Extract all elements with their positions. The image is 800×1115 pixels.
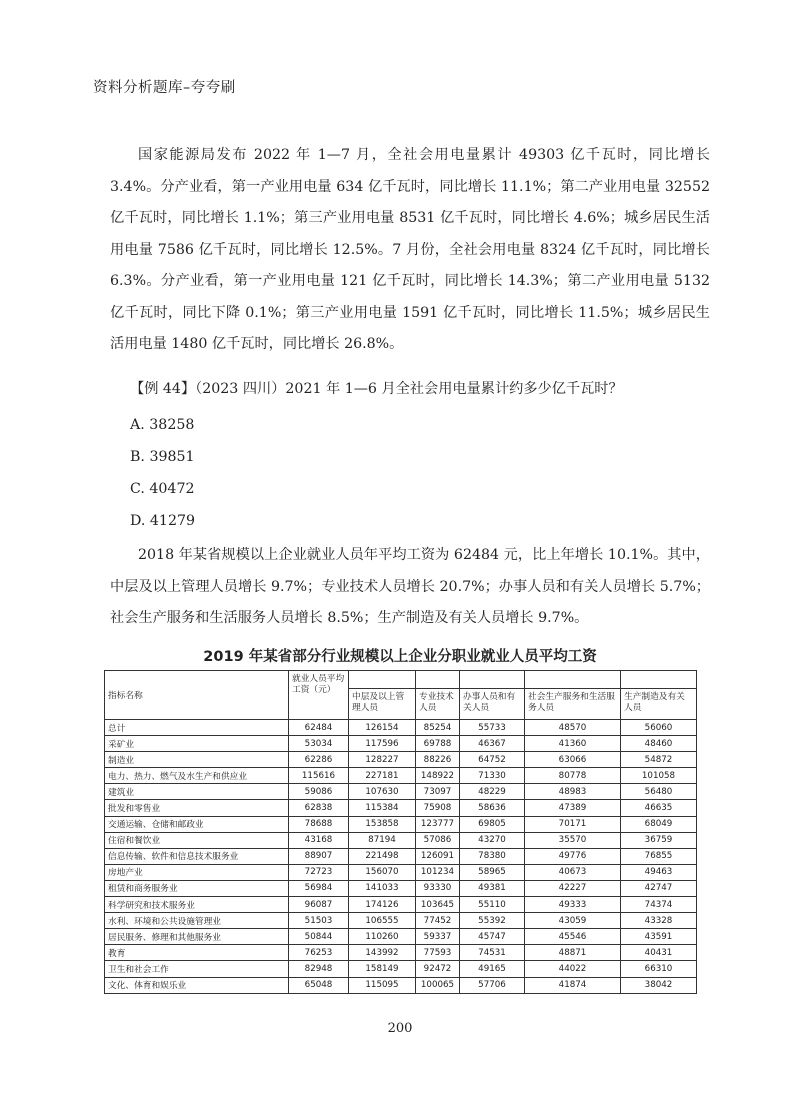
table-cell-value: 153858	[349, 816, 416, 832]
table-row	[105, 784, 697, 800]
table-cell-value: 126154	[349, 720, 416, 736]
table-row	[105, 897, 697, 913]
table-cell-value: 158149	[349, 961, 416, 977]
table-cell-value: 53034	[289, 736, 349, 752]
table-cell-value: 64752	[460, 752, 525, 768]
header-spacer	[525, 671, 621, 689]
table-cell-value: 80778	[525, 768, 621, 784]
table-cell-value: 43059	[525, 913, 621, 929]
option-a: A. 38258	[130, 417, 195, 433]
table-cell-value: 47389	[525, 800, 621, 816]
table-cell-value: 77452	[416, 913, 460, 929]
table-cell-value: 78688	[289, 816, 349, 832]
table-cell-indicator: 租赁和商务服务业	[105, 880, 289, 896]
table-cell-indicator: 文化、体育和娱乐业	[105, 977, 289, 993]
table-cell-indicator: 水利、环境和公共设施管理业	[105, 913, 289, 929]
table-cell-value: 57086	[416, 832, 460, 848]
table-cell-value: 46635	[621, 800, 697, 816]
question-text: 【例 44】（2023 四川）2021 年 1—6 月全社会用电量累计约多少亿千瓦时？	[130, 381, 623, 397]
table-row	[105, 913, 697, 929]
table-cell-value: 82948	[289, 961, 349, 977]
page-number: 200	[387, 1021, 413, 1036]
table-cell-value: 48570	[525, 720, 621, 736]
table-cell-value: 96087	[289, 897, 349, 913]
table-cell-value: 74531	[460, 945, 525, 961]
table-cell-value: 141033	[349, 880, 416, 896]
table-cell-value: 36759	[621, 832, 697, 848]
table-cell-value: 49776	[525, 848, 621, 864]
table-row	[105, 752, 697, 768]
option-d: D. 41279	[130, 513, 196, 529]
table-cell-value: 41360	[525, 736, 621, 752]
table-cell-value: 92472	[416, 961, 460, 977]
table-cell-value: 69805	[460, 816, 525, 832]
table-cell-value: 70171	[525, 816, 621, 832]
table-cell-value: 59086	[289, 784, 349, 800]
passage-text: 国家能源局发布 2022 年 1—7 月，全社会用电量累计 49303 亿千瓦时，同比增长 3.4%。分产业看，第一产业用电量 634 亿千瓦时，同比增长 11.1%；第二产业用电量 32552 亿千瓦时，同比增长 1.1%；第三产业用电量 8531 亿千瓦时，同比增长 4.6%；城乡居民生活用电量 7586 亿千瓦时，同比增长 12.5%。7 月份，全社会用电量 8324 亿千瓦时，同比增长 6.3%。分产业看，第一产业用电量 121 亿千瓦时，同比增长 14.3%；第二产业用电量 5132 亿千瓦时，同比下降 0.1%；第三产业用电量 1591 亿千瓦时，同比增长 11.5%；城乡居民生活用电量 1480 亿千瓦时，同比增长 26.8%。	[110, 147, 710, 352]
table-cell-value: 49333	[525, 897, 621, 913]
table-cell-value: 77593	[416, 945, 460, 961]
option-c: C. 40472	[130, 481, 195, 497]
table-cell-value: 74374	[621, 897, 697, 913]
table-cell-value: 59337	[416, 929, 460, 945]
table-cell-value: 48871	[525, 945, 621, 961]
table-cell-indicator: 建筑业	[105, 784, 289, 800]
table-cell-value: 40431	[621, 945, 697, 961]
table-cell-value: 101058	[621, 768, 697, 784]
table-cell-value: 78380	[460, 848, 525, 864]
table-cell-value: 75908	[416, 800, 460, 816]
table-cell-value: 41874	[525, 977, 621, 993]
table-cell-value: 73097	[416, 784, 460, 800]
table-cell-value: 44022	[525, 961, 621, 977]
table-cell-value: 110260	[349, 929, 416, 945]
table-row	[105, 768, 697, 784]
table-row	[105, 832, 697, 848]
table-body	[105, 720, 697, 994]
table-cell-value: 42747	[621, 880, 697, 896]
table-cell-value: 65048	[289, 977, 349, 993]
table-cell-value: 227181	[349, 768, 416, 784]
page-header: 资料分析题库–夸夸刷	[93, 80, 236, 96]
table-cell-value: 72723	[289, 864, 349, 880]
table-cell-value: 76253	[289, 945, 349, 961]
table-cell-value: 43591	[621, 929, 697, 945]
header-indicator: 指标名称	[105, 671, 289, 720]
table-cell-value: 115095	[349, 977, 416, 993]
table-cell-value: 66310	[621, 961, 697, 977]
table-cell-value: 106555	[349, 913, 416, 929]
table-cell-value: 62286	[289, 752, 349, 768]
option-b: B. 39851	[130, 449, 195, 465]
table-cell-indicator: 电力、热力、燃气及水生产和供应业	[105, 768, 289, 784]
table-cell-value: 93330	[416, 880, 460, 896]
table-cell-value: 55733	[460, 720, 525, 736]
table-cell-value: 38042	[621, 977, 697, 993]
table-cell-value: 55110	[460, 897, 525, 913]
table-cell-value: 35570	[525, 832, 621, 848]
table-cell-value: 71330	[460, 768, 525, 784]
table-row	[105, 864, 697, 880]
table-cell-value: 63066	[525, 752, 621, 768]
passage-text: 2018 年某省规模以上企业就业人员年平均工资为 62484 元，比上年增长 10.1%。其中，中层及以上管理人员增长 9.7%；专业技术人员增长 20.7%；办事人员和有关人员增长 5.7%；社会生产服务和生活服务人员增长 8.5%；生产制造及有关人员增长 9.7%。	[110, 547, 710, 626]
table-cell-value: 51503	[289, 913, 349, 929]
table-cell-value: 115616	[289, 768, 349, 784]
table-cell-value: 56480	[621, 784, 697, 800]
table-row	[105, 961, 697, 977]
table-cell-value: 43168	[289, 832, 349, 848]
table-cell-indicator: 教育	[105, 945, 289, 961]
table-cell-indicator: 交通运输、仓储和邮政业	[105, 816, 289, 832]
table-row	[105, 800, 697, 816]
table-cell-value: 88226	[416, 752, 460, 768]
table-cell-value: 62838	[289, 800, 349, 816]
table-cell-value: 126091	[416, 848, 460, 864]
header-management: 中层及以上管理人员	[349, 689, 416, 720]
passage-wages	[110, 540, 710, 635]
table-cell-indicator: 住宿和餐饮业	[105, 832, 289, 848]
table-cell-value: 128227	[349, 752, 416, 768]
table-cell-value: 69788	[416, 736, 460, 752]
table-row	[105, 929, 697, 945]
header-spacer	[349, 671, 416, 689]
table-cell-indicator: 科学研究和技术服务业	[105, 897, 289, 913]
table-cell-value: 101234	[416, 864, 460, 880]
table-cell-value: 57706	[460, 977, 525, 993]
table-cell-value: 103645	[416, 897, 460, 913]
table-cell-value: 58636	[460, 800, 525, 816]
table-cell-value: 49381	[460, 880, 525, 896]
table-row	[105, 736, 697, 752]
table-cell-value: 45747	[460, 929, 525, 945]
table-cell-indicator: 信息传输、软件和信息技术服务业	[105, 848, 289, 864]
table-cell-value: 174126	[349, 897, 416, 913]
table-cell-value: 43328	[621, 913, 697, 929]
table-cell-indicator: 制造业	[105, 752, 289, 768]
table-title: 2019 年某省部分行业规模以上企业分职业就业人员平均工资	[203, 649, 597, 665]
table-cell-value: 107630	[349, 784, 416, 800]
table-cell-value: 46367	[460, 736, 525, 752]
header-manufacturing: 生产制造及有关人员	[621, 689, 697, 720]
table-cell-value: 148922	[416, 768, 460, 784]
table-cell-value: 143992	[349, 945, 416, 961]
header-professional: 专业技术人员	[416, 689, 460, 720]
table-cell-value: 48460	[621, 736, 697, 752]
table-cell-indicator: 居民服务、修理和其他服务业	[105, 929, 289, 945]
table-cell-value: 76855	[621, 848, 697, 864]
table-cell-value: 85254	[416, 720, 460, 736]
table-row	[105, 945, 697, 961]
table-cell-value: 48983	[525, 784, 621, 800]
table-cell-value: 100065	[416, 977, 460, 993]
table-cell-value: 156070	[349, 864, 416, 880]
table-cell-value: 58965	[460, 864, 525, 880]
table-cell-value: 56984	[289, 880, 349, 896]
header-service: 社会生产服务和生活服务人员	[525, 689, 621, 720]
table-cell-indicator: 卫生和社会工作	[105, 961, 289, 977]
table-cell-value: 50844	[289, 929, 349, 945]
passage-electricity	[110, 140, 710, 361]
table-cell-value: 62484	[289, 720, 349, 736]
table-cell-indicator: 房地产业	[105, 864, 289, 880]
table-row	[105, 816, 697, 832]
table-cell-indicator: 批发和零售业	[105, 800, 289, 816]
header-avg-wage: 就业人员平均工资（元）	[289, 671, 349, 720]
table-cell-value: 49165	[460, 961, 525, 977]
header-spacer	[460, 671, 525, 689]
table-cell-value: 49463	[621, 864, 697, 880]
table-cell-value: 43270	[460, 832, 525, 848]
table-cell-indicator: 总计	[105, 720, 289, 736]
header-spacer	[416, 671, 460, 689]
table-cell-value: 221498	[349, 848, 416, 864]
table-cell-value: 45546	[525, 929, 621, 945]
table-cell-value: 115384	[349, 800, 416, 816]
table-cell-value: 123777	[416, 816, 460, 832]
table-cell-value: 40673	[525, 864, 621, 880]
table-cell-value: 88907	[289, 848, 349, 864]
table-row	[105, 977, 697, 993]
table-cell-value: 68049	[621, 816, 697, 832]
table-cell-value: 42227	[525, 880, 621, 896]
table-row	[105, 848, 697, 864]
header-office: 办事人员和有关人员	[460, 689, 525, 720]
table-cell-value: 56060	[621, 720, 697, 736]
table-row	[105, 720, 697, 736]
table-cell-indicator: 采矿业	[105, 736, 289, 752]
header-spacer	[621, 671, 697, 689]
table-row	[105, 880, 697, 896]
table-cell-value: 54872	[621, 752, 697, 768]
wage-table	[104, 670, 697, 994]
table-cell-value: 87194	[349, 832, 416, 848]
table-cell-value: 55392	[460, 913, 525, 929]
table-cell-value: 117596	[349, 736, 416, 752]
table-cell-value: 48229	[460, 784, 525, 800]
